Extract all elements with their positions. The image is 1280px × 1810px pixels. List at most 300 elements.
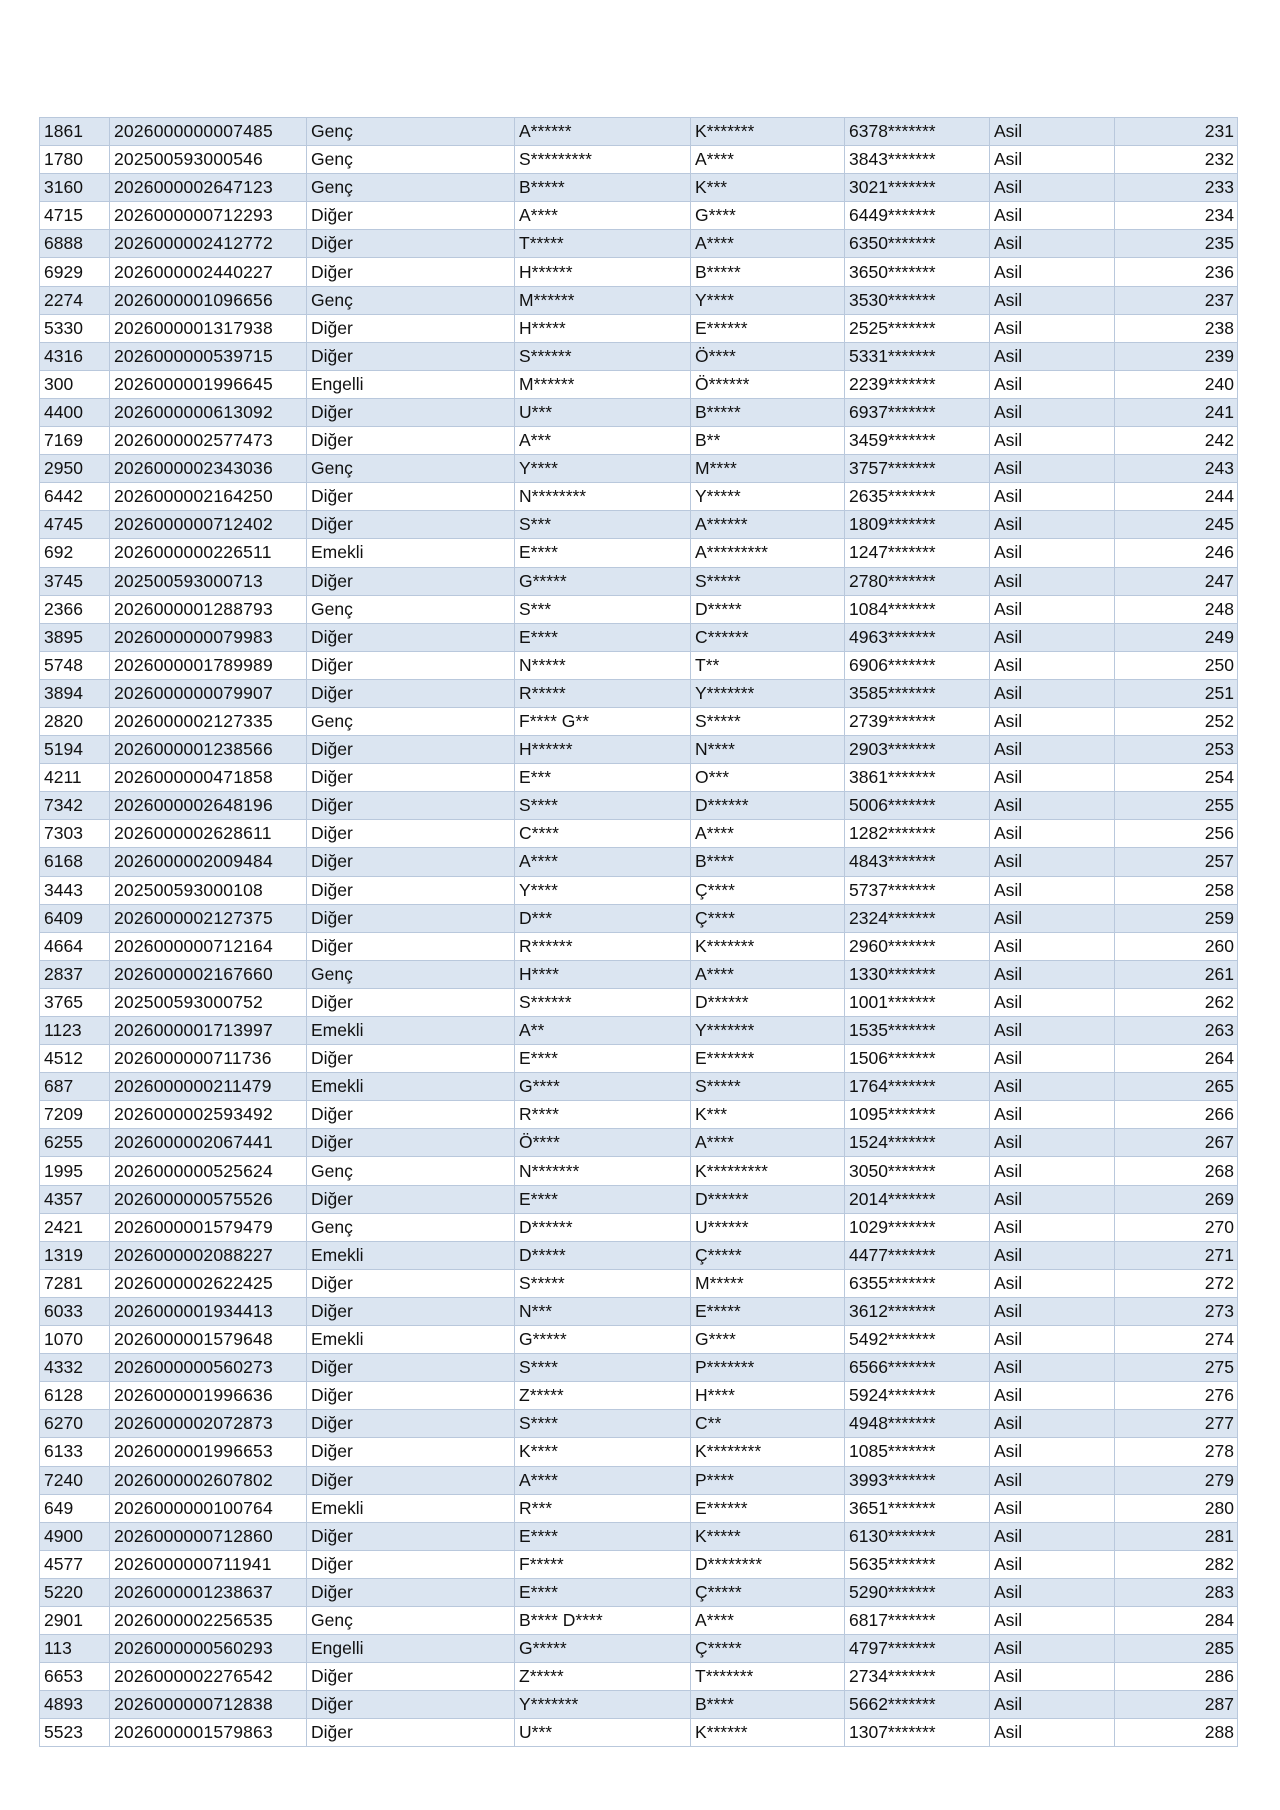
cell-soyad: D******** <box>691 1550 845 1578</box>
cell-ad: Y**** <box>515 876 691 904</box>
cell-sira: 236 <box>1115 258 1238 286</box>
cell-kimlik: 4477******* <box>845 1241 990 1269</box>
cell-soyad: K*** <box>691 174 845 202</box>
cell-kimlik: 4797******* <box>845 1635 990 1663</box>
cell-sira: 271 <box>1115 1241 1238 1269</box>
cell-basvuru-no: 4512 <box>40 1045 110 1073</box>
cell-basvuru-no: 7169 <box>40 427 110 455</box>
cell-sira: 248 <box>1115 595 1238 623</box>
cell-sira: 280 <box>1115 1494 1238 1522</box>
table-row <box>40 1691 1238 1719</box>
cell-basvuru-no: 4893 <box>40 1691 110 1719</box>
cell-kategori: Emekli <box>307 1241 515 1269</box>
cell-soyad: M**** <box>691 455 845 483</box>
cell-sira: 269 <box>1115 1185 1238 1213</box>
cell-kategori: Diğer <box>307 1354 515 1382</box>
table-row <box>40 679 1238 707</box>
cell-basvuru-no: 300 <box>40 370 110 398</box>
cell-sira: 239 <box>1115 342 1238 370</box>
cell-soyad: P******* <box>691 1354 845 1382</box>
cell-kimlik: 1029******* <box>845 1213 990 1241</box>
cell-ad: E**** <box>515 1578 691 1606</box>
cell-basvuru-no: 3443 <box>40 876 110 904</box>
cell-tc: 2026000001996636 <box>110 1382 307 1410</box>
cell-soyad: Ç**** <box>691 904 845 932</box>
table-row <box>40 1635 1238 1663</box>
cell-kategori: Diğer <box>307 932 515 960</box>
cell-kategori: Diğer <box>307 1466 515 1494</box>
cell-ad: E**** <box>515 539 691 567</box>
cell-ad: M****** <box>515 286 691 314</box>
cell-durum: Asil <box>990 932 1115 960</box>
cell-basvuru-no: 6128 <box>40 1382 110 1410</box>
cell-soyad: D***** <box>691 595 845 623</box>
cell-kategori: Diğer <box>307 623 515 651</box>
cell-ad: R***** <box>515 679 691 707</box>
cell-ad: Ö**** <box>515 1129 691 1157</box>
cell-durum: Asil <box>990 146 1115 174</box>
cell-soyad: P**** <box>691 1466 845 1494</box>
cell-kategori: Diğer <box>307 1101 515 1129</box>
table-row <box>40 876 1238 904</box>
table-row <box>40 848 1238 876</box>
table-row <box>40 1494 1238 1522</box>
cell-sira: 270 <box>1115 1213 1238 1241</box>
table-row <box>40 792 1238 820</box>
table-row <box>40 1213 1238 1241</box>
cell-durum: Asil <box>990 1550 1115 1578</box>
cell-ad: S****** <box>515 988 691 1016</box>
cell-kimlik: 5635******* <box>845 1550 990 1578</box>
cell-sira: 234 <box>1115 202 1238 230</box>
cell-soyad: Ç***** <box>691 1635 845 1663</box>
cell-kategori: Engelli <box>307 1635 515 1663</box>
cell-tc: 2026000000560293 <box>110 1635 307 1663</box>
cell-kimlik: 2239******* <box>845 370 990 398</box>
cell-kategori: Diğer <box>307 398 515 426</box>
cell-basvuru-no: 6168 <box>40 848 110 876</box>
cell-kategori: Diğer <box>307 314 515 342</box>
cell-tc: 2026000000712293 <box>110 202 307 230</box>
cell-durum: Asil <box>990 370 1115 398</box>
cell-durum: Asil <box>990 258 1115 286</box>
table-row <box>40 511 1238 539</box>
cell-ad: E**** <box>515 623 691 651</box>
cell-sira: 238 <box>1115 314 1238 342</box>
cell-ad: N******** <box>515 483 691 511</box>
cell-kimlik: 5662******* <box>845 1691 990 1719</box>
cell-tc: 2026000000100764 <box>110 1494 307 1522</box>
cell-sira: 286 <box>1115 1663 1238 1691</box>
cell-sira: 247 <box>1115 567 1238 595</box>
cell-soyad: H**** <box>691 1382 845 1410</box>
cell-ad: E**** <box>515 1045 691 1073</box>
cell-basvuru-no: 6255 <box>40 1129 110 1157</box>
cell-kategori: Diğer <box>307 1663 515 1691</box>
cell-sira: 264 <box>1115 1045 1238 1073</box>
cell-sira: 268 <box>1115 1157 1238 1185</box>
cell-durum: Asil <box>990 1045 1115 1073</box>
cell-durum: Asil <box>990 1241 1115 1269</box>
cell-durum: Asil <box>990 792 1115 820</box>
cell-durum: Asil <box>990 342 1115 370</box>
cell-basvuru-no: 5748 <box>40 651 110 679</box>
cell-tc: 2026000002648196 <box>110 792 307 820</box>
cell-ad: E**** <box>515 1522 691 1550</box>
cell-tc: 2026000001238637 <box>110 1578 307 1606</box>
cell-sira: 241 <box>1115 398 1238 426</box>
cell-durum: Asil <box>990 174 1115 202</box>
cell-ad: S*** <box>515 511 691 539</box>
cell-sira: 285 <box>1115 1635 1238 1663</box>
cell-kimlik: 1084******* <box>845 595 990 623</box>
cell-basvuru-no: 2274 <box>40 286 110 314</box>
cell-soyad: Ç***** <box>691 1241 845 1269</box>
cell-durum: Asil <box>990 876 1115 904</box>
cell-kategori: Diğer <box>307 792 515 820</box>
table-row <box>40 1241 1238 1269</box>
cell-sira: 252 <box>1115 707 1238 735</box>
table-row <box>40 1550 1238 1578</box>
cell-soyad: K********* <box>691 1157 845 1185</box>
cell-ad: S**** <box>515 1410 691 1438</box>
cell-durum: Asil <box>990 848 1115 876</box>
cell-sira: 260 <box>1115 932 1238 960</box>
cell-soyad: K******* <box>691 118 845 146</box>
cell-basvuru-no: 692 <box>40 539 110 567</box>
cell-soyad: B***** <box>691 398 845 426</box>
cell-basvuru-no: 7342 <box>40 792 110 820</box>
cell-soyad: K****** <box>691 1719 845 1747</box>
cell-ad: H**** <box>515 960 691 988</box>
cell-tc: 2026000002412772 <box>110 230 307 258</box>
cell-tc: 2026000000613092 <box>110 398 307 426</box>
cell-ad: N*** <box>515 1297 691 1325</box>
cell-soyad: Ö****** <box>691 370 845 398</box>
cell-durum: Asil <box>990 1663 1115 1691</box>
cell-durum: Asil <box>990 820 1115 848</box>
cell-ad: S****** <box>515 342 691 370</box>
cell-soyad: Y**** <box>691 286 845 314</box>
cell-durum: Asil <box>990 623 1115 651</box>
cell-durum: Asil <box>990 539 1115 567</box>
cell-sira: 281 <box>1115 1522 1238 1550</box>
table-row <box>40 118 1238 146</box>
cell-kategori: Diğer <box>307 1297 515 1325</box>
cell-soyad: A**** <box>691 1606 845 1634</box>
cell-kimlik: 5737******* <box>845 876 990 904</box>
cell-basvuru-no: 3765 <box>40 988 110 1016</box>
cell-kimlik: 6449******* <box>845 202 990 230</box>
cell-soyad: B**** <box>691 848 845 876</box>
cell-kimlik: 1524******* <box>845 1129 990 1157</box>
cell-kategori: Genç <box>307 707 515 735</box>
cell-kimlik: 6350******* <box>845 230 990 258</box>
cell-ad: Y******* <box>515 1691 691 1719</box>
cell-kimlik: 2903******* <box>845 736 990 764</box>
table-row <box>40 286 1238 314</box>
cell-kategori: Diğer <box>307 848 515 876</box>
cell-ad: G**** <box>515 1073 691 1101</box>
table-row <box>40 1466 1238 1494</box>
cell-tc: 2026000002593492 <box>110 1101 307 1129</box>
cell-kimlik: 3612******* <box>845 1297 990 1325</box>
cell-tc: 2026000002607802 <box>110 1466 307 1494</box>
cell-kategori: Diğer <box>307 1550 515 1578</box>
cell-kategori: Diğer <box>307 202 515 230</box>
cell-durum: Asil <box>990 511 1115 539</box>
cell-durum: Asil <box>990 1438 1115 1466</box>
table-row <box>40 1382 1238 1410</box>
cell-ad: A**** <box>515 202 691 230</box>
table-row <box>40 736 1238 764</box>
cell-durum: Asil <box>990 1382 1115 1410</box>
table-row <box>40 1157 1238 1185</box>
cell-durum: Asil <box>990 118 1115 146</box>
cell-kategori: Diğer <box>307 427 515 455</box>
cell-durum: Asil <box>990 1213 1115 1241</box>
table-row <box>40 1101 1238 1129</box>
cell-sira: 231 <box>1115 118 1238 146</box>
cell-soyad: Y******* <box>691 1017 845 1045</box>
cell-sira: 287 <box>1115 1691 1238 1719</box>
applicant-list-table <box>39 117 1238 1747</box>
cell-tc: 2026000001288793 <box>110 595 307 623</box>
cell-basvuru-no: 2837 <box>40 960 110 988</box>
cell-tc: 2026000002164250 <box>110 483 307 511</box>
cell-durum: Asil <box>990 1157 1115 1185</box>
cell-tc: 2026000001096656 <box>110 286 307 314</box>
cell-kategori: Genç <box>307 118 515 146</box>
table-row <box>40 1129 1238 1157</box>
cell-sira: 258 <box>1115 876 1238 904</box>
table-row <box>40 1410 1238 1438</box>
cell-durum: Asil <box>990 455 1115 483</box>
cell-sira: 240 <box>1115 370 1238 398</box>
cell-kimlik: 3459******* <box>845 427 990 455</box>
cell-kategori: Genç <box>307 595 515 623</box>
cell-sira: 273 <box>1115 1297 1238 1325</box>
cell-sira: 267 <box>1115 1129 1238 1157</box>
cell-tc: 2026000001934413 <box>110 1297 307 1325</box>
table-row <box>40 483 1238 511</box>
cell-soyad: Y***** <box>691 483 845 511</box>
cell-durum: Asil <box>990 483 1115 511</box>
cell-sira: 242 <box>1115 427 1238 455</box>
cell-kimlik: 1282******* <box>845 820 990 848</box>
cell-soyad: G**** <box>691 1326 845 1354</box>
cell-sira: 250 <box>1115 651 1238 679</box>
table-row <box>40 764 1238 792</box>
cell-ad: U*** <box>515 398 691 426</box>
cell-tc: 2026000000712164 <box>110 932 307 960</box>
cell-kategori: Diğer <box>307 651 515 679</box>
cell-ad: Z***** <box>515 1382 691 1410</box>
cell-tc: 202500593000108 <box>110 876 307 904</box>
cell-kategori: Emekli <box>307 1017 515 1045</box>
cell-durum: Asil <box>990 1578 1115 1606</box>
cell-soyad: E****** <box>691 314 845 342</box>
cell-tc: 202500593000752 <box>110 988 307 1016</box>
cell-basvuru-no: 4577 <box>40 1550 110 1578</box>
cell-durum: Asil <box>990 202 1115 230</box>
cell-sira: 263 <box>1115 1017 1238 1045</box>
cell-tc: 2026000000539715 <box>110 342 307 370</box>
table-row <box>40 146 1238 174</box>
cell-kimlik: 3530******* <box>845 286 990 314</box>
cell-sira: 266 <box>1115 1101 1238 1129</box>
cell-kimlik: 6355******* <box>845 1269 990 1297</box>
table-row <box>40 1185 1238 1213</box>
cell-tc: 2026000002067441 <box>110 1129 307 1157</box>
cell-durum: Asil <box>990 1606 1115 1634</box>
cell-tc: 2026000001789989 <box>110 651 307 679</box>
cell-ad: A****** <box>515 118 691 146</box>
cell-basvuru-no: 1070 <box>40 1326 110 1354</box>
cell-basvuru-no: 6133 <box>40 1438 110 1466</box>
cell-sira: 276 <box>1115 1382 1238 1410</box>
cell-kimlik: 2324******* <box>845 904 990 932</box>
cell-tc: 2026000000712402 <box>110 511 307 539</box>
cell-soyad: T******* <box>691 1663 845 1691</box>
cell-kategori: Diğer <box>307 1578 515 1606</box>
cell-sira: 274 <box>1115 1326 1238 1354</box>
cell-kategori: Diğer <box>307 511 515 539</box>
cell-durum: Asil <box>990 595 1115 623</box>
cell-kimlik: 3585******* <box>845 679 990 707</box>
cell-soyad: Ö**** <box>691 342 845 370</box>
cell-tc: 2026000002628611 <box>110 820 307 848</box>
table-row <box>40 370 1238 398</box>
cell-basvuru-no: 3160 <box>40 174 110 202</box>
cell-ad: S**** <box>515 1354 691 1382</box>
cell-soyad: A****** <box>691 511 845 539</box>
cell-ad: S********* <box>515 146 691 174</box>
cell-basvuru-no: 7281 <box>40 1269 110 1297</box>
cell-kimlik: 3650******* <box>845 258 990 286</box>
cell-ad: K**** <box>515 1438 691 1466</box>
cell-soyad: K******** <box>691 1438 845 1466</box>
cell-kategori: Diğer <box>307 1522 515 1550</box>
cell-tc: 2026000000560273 <box>110 1354 307 1382</box>
cell-basvuru-no: 5194 <box>40 736 110 764</box>
cell-basvuru-no: 649 <box>40 1494 110 1522</box>
cell-basvuru-no: 2421 <box>40 1213 110 1241</box>
cell-soyad: N**** <box>691 736 845 764</box>
cell-durum: Asil <box>990 1691 1115 1719</box>
table-row <box>40 820 1238 848</box>
cell-tc: 2026000000079983 <box>110 623 307 651</box>
cell-kategori: Diğer <box>307 1185 515 1213</box>
cell-kimlik: 2635******* <box>845 483 990 511</box>
cell-kategori: Emekli <box>307 1073 515 1101</box>
cell-soyad: A**** <box>691 146 845 174</box>
cell-kimlik: 1001******* <box>845 988 990 1016</box>
cell-kategori: Diğer <box>307 1691 515 1719</box>
cell-basvuru-no: 6409 <box>40 904 110 932</box>
table-row <box>40 1438 1238 1466</box>
table-row <box>40 1269 1238 1297</box>
cell-kategori: Diğer <box>307 567 515 595</box>
cell-durum: Asil <box>990 230 1115 258</box>
cell-soyad: A**** <box>691 230 845 258</box>
table-row <box>40 398 1238 426</box>
cell-tc: 2026000002440227 <box>110 258 307 286</box>
cell-basvuru-no: 7303 <box>40 820 110 848</box>
cell-ad: C**** <box>515 820 691 848</box>
cell-tc: 2026000002577473 <box>110 427 307 455</box>
cell-ad: S***** <box>515 1269 691 1297</box>
cell-sira: 254 <box>1115 764 1238 792</box>
cell-soyad: B***** <box>691 258 845 286</box>
cell-basvuru-no: 1780 <box>40 146 110 174</box>
cell-ad: G***** <box>515 567 691 595</box>
cell-ad: S*** <box>515 595 691 623</box>
cell-basvuru-no: 4332 <box>40 1354 110 1382</box>
cell-kategori: Emekli <box>307 1326 515 1354</box>
table-row <box>40 988 1238 1016</box>
cell-kategori: Engelli <box>307 370 515 398</box>
cell-tc: 2026000000525624 <box>110 1157 307 1185</box>
table-row <box>40 202 1238 230</box>
cell-kategori: Diğer <box>307 258 515 286</box>
cell-kimlik: 1330******* <box>845 960 990 988</box>
cell-sira: 249 <box>1115 623 1238 651</box>
table-row <box>40 1606 1238 1634</box>
cell-durum: Asil <box>990 427 1115 455</box>
table-row <box>40 174 1238 202</box>
cell-soyad: E******* <box>691 1045 845 1073</box>
table-row <box>40 651 1238 679</box>
cell-soyad: G**** <box>691 202 845 230</box>
cell-kategori: Genç <box>307 286 515 314</box>
cell-ad: B***** <box>515 174 691 202</box>
cell-basvuru-no: 6442 <box>40 483 110 511</box>
table-row <box>40 1073 1238 1101</box>
cell-kimlik: 3757******* <box>845 455 990 483</box>
table-row <box>40 623 1238 651</box>
cell-soyad: C****** <box>691 623 845 651</box>
cell-ad: D****** <box>515 1213 691 1241</box>
cell-sira: 235 <box>1115 230 1238 258</box>
cell-kimlik: 6937******* <box>845 398 990 426</box>
cell-durum: Asil <box>990 707 1115 735</box>
cell-durum: Asil <box>990 1269 1115 1297</box>
cell-durum: Asil <box>990 1466 1115 1494</box>
cell-basvuru-no: 6653 <box>40 1663 110 1691</box>
cell-kimlik: 1247******* <box>845 539 990 567</box>
cell-sira: 259 <box>1115 904 1238 932</box>
cell-tc: 2026000002343036 <box>110 455 307 483</box>
cell-tc: 2026000000226511 <box>110 539 307 567</box>
cell-basvuru-no: 6270 <box>40 1410 110 1438</box>
cell-durum: Asil <box>990 960 1115 988</box>
cell-soyad: A**** <box>691 820 845 848</box>
cell-kimlik: 5331******* <box>845 342 990 370</box>
cell-basvuru-no: 4400 <box>40 398 110 426</box>
cell-soyad: B**** <box>691 1691 845 1719</box>
cell-basvuru-no: 6888 <box>40 230 110 258</box>
table-row <box>40 1017 1238 1045</box>
cell-basvuru-no: 1861 <box>40 118 110 146</box>
cell-durum: Asil <box>990 1129 1115 1157</box>
cell-kimlik: 6130******* <box>845 1522 990 1550</box>
cell-ad: U*** <box>515 1719 691 1747</box>
cell-durum: Asil <box>990 314 1115 342</box>
cell-ad: H****** <box>515 258 691 286</box>
cell-soyad: K******* <box>691 932 845 960</box>
cell-ad: D*** <box>515 904 691 932</box>
